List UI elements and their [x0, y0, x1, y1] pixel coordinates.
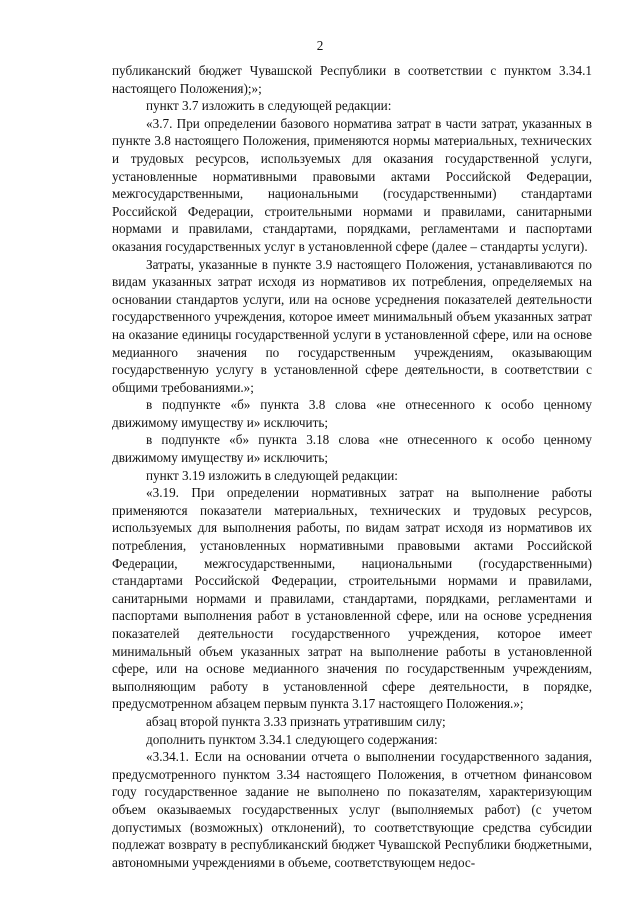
- paragraph: Затраты, указанные в пункте 3.9 настоящего Положения, устанавливаются по видам указанных затрат исходя из нормативов их потребления, определяемых на основании стандартов услуги, или на основе усреднения показателей деятельности государственного учреждения, которое имеет минимальный объем указанных затрат на оказание единицы государственной услуги в установленной сфере, или на основе медианного значения по государственным учреждениям, оказывающим государственную услугу в установленной сфере деятельности, в соответствии с общими требованиями.»;: [112, 256, 592, 395]
- paragraph: абзац второй пункта 3.33 признать утратившим силу;: [146, 713, 446, 729]
- paragraph: публиканский бюджет Чувашской Республики в соответствии с пунктом 3.34.1 настоящего Положения);»;: [112, 63, 592, 96]
- document-body: [112, 62, 592, 871]
- paragraph: дополнить пунктом 3.34.1 следующего содержания:: [146, 731, 438, 747]
- paragraph: пункт 3.7 изложить в следующей редакции:: [146, 98, 392, 114]
- paragraph: «3.7. При определении базового норматива затрат в части затрат, указанных в пункте 3.8 настоящего Положения, применяются нормы материальных, технических и трудовых ресурсов, используемых для оказания государственной услуги, установленные нормативными правовыми актами Российской Федерации, межгосударственными, национальными (государственными) стандартами Российской Федерации, строительными нормами и правилами, санитарными нормами и правилами, стандартами, порядками, регламентами и паспортами оказания государственных услуг в установленной сфере (далее – стандарты услуги).: [112, 115, 592, 254]
- paragraph: «3.34.1. Если на основании отчета о выполнении государственного задания, предусмотренного пунктом 3.34 настоящего Положения, в отчетном финансовом году государственное задание не выполнено по показателям, характеризующим объем оказываемых государственных услуг (выполняемых работ) (с учетом допустимых (возможных) отклонений), то соответствующие средства субсидии подлежат возврату в республиканский бюджет Чувашской Республики бюджетными, автономными учреждениями в объеме, соответствующем недос-: [112, 749, 592, 870]
- paragraph: пункт 3.19 изложить в следующей редакции:: [146, 467, 398, 483]
- paragraph: «3.19. При определении нормативных затрат на выполнение работы применяются показатели материальных, технических и трудовых ресурсов, используемых для выполнения работы, по видам затрат исходя из нормативов их потребления, установленных нормативными правовыми актами Российской Федерации, межгосударственными, национальными (государственными) стандартами Российской Федерации, строительными нормами и правилами, санитарными нормами и правилами, стандартами, порядками, регламентами и паспортами выполнения работ в установленной сфере, или на основе усреднения показателей деятельности государственного учреждения, которое имеет минимальный объем указанных затрат на выполнение работы в установленной сфере, или на основе медианного значения по государственным учреждениям, выполняющим работу в установленной сфере деятельности, в порядке, предусмотренном абзацем первым пункта 3.17 настоящего Положения.»;: [112, 485, 592, 712]
- paragraph: в подпункте «б» пункта 3.18 слова «не отнесенного к особо ценному движимому имуществу и» исключить;: [112, 432, 592, 466]
- page-number: 2: [316, 38, 324, 53]
- paragraph: в подпункте «б» пункта 3.8 слова «не отнесенного к особо ценному движимому имуществу и» исключить;: [112, 397, 592, 430]
